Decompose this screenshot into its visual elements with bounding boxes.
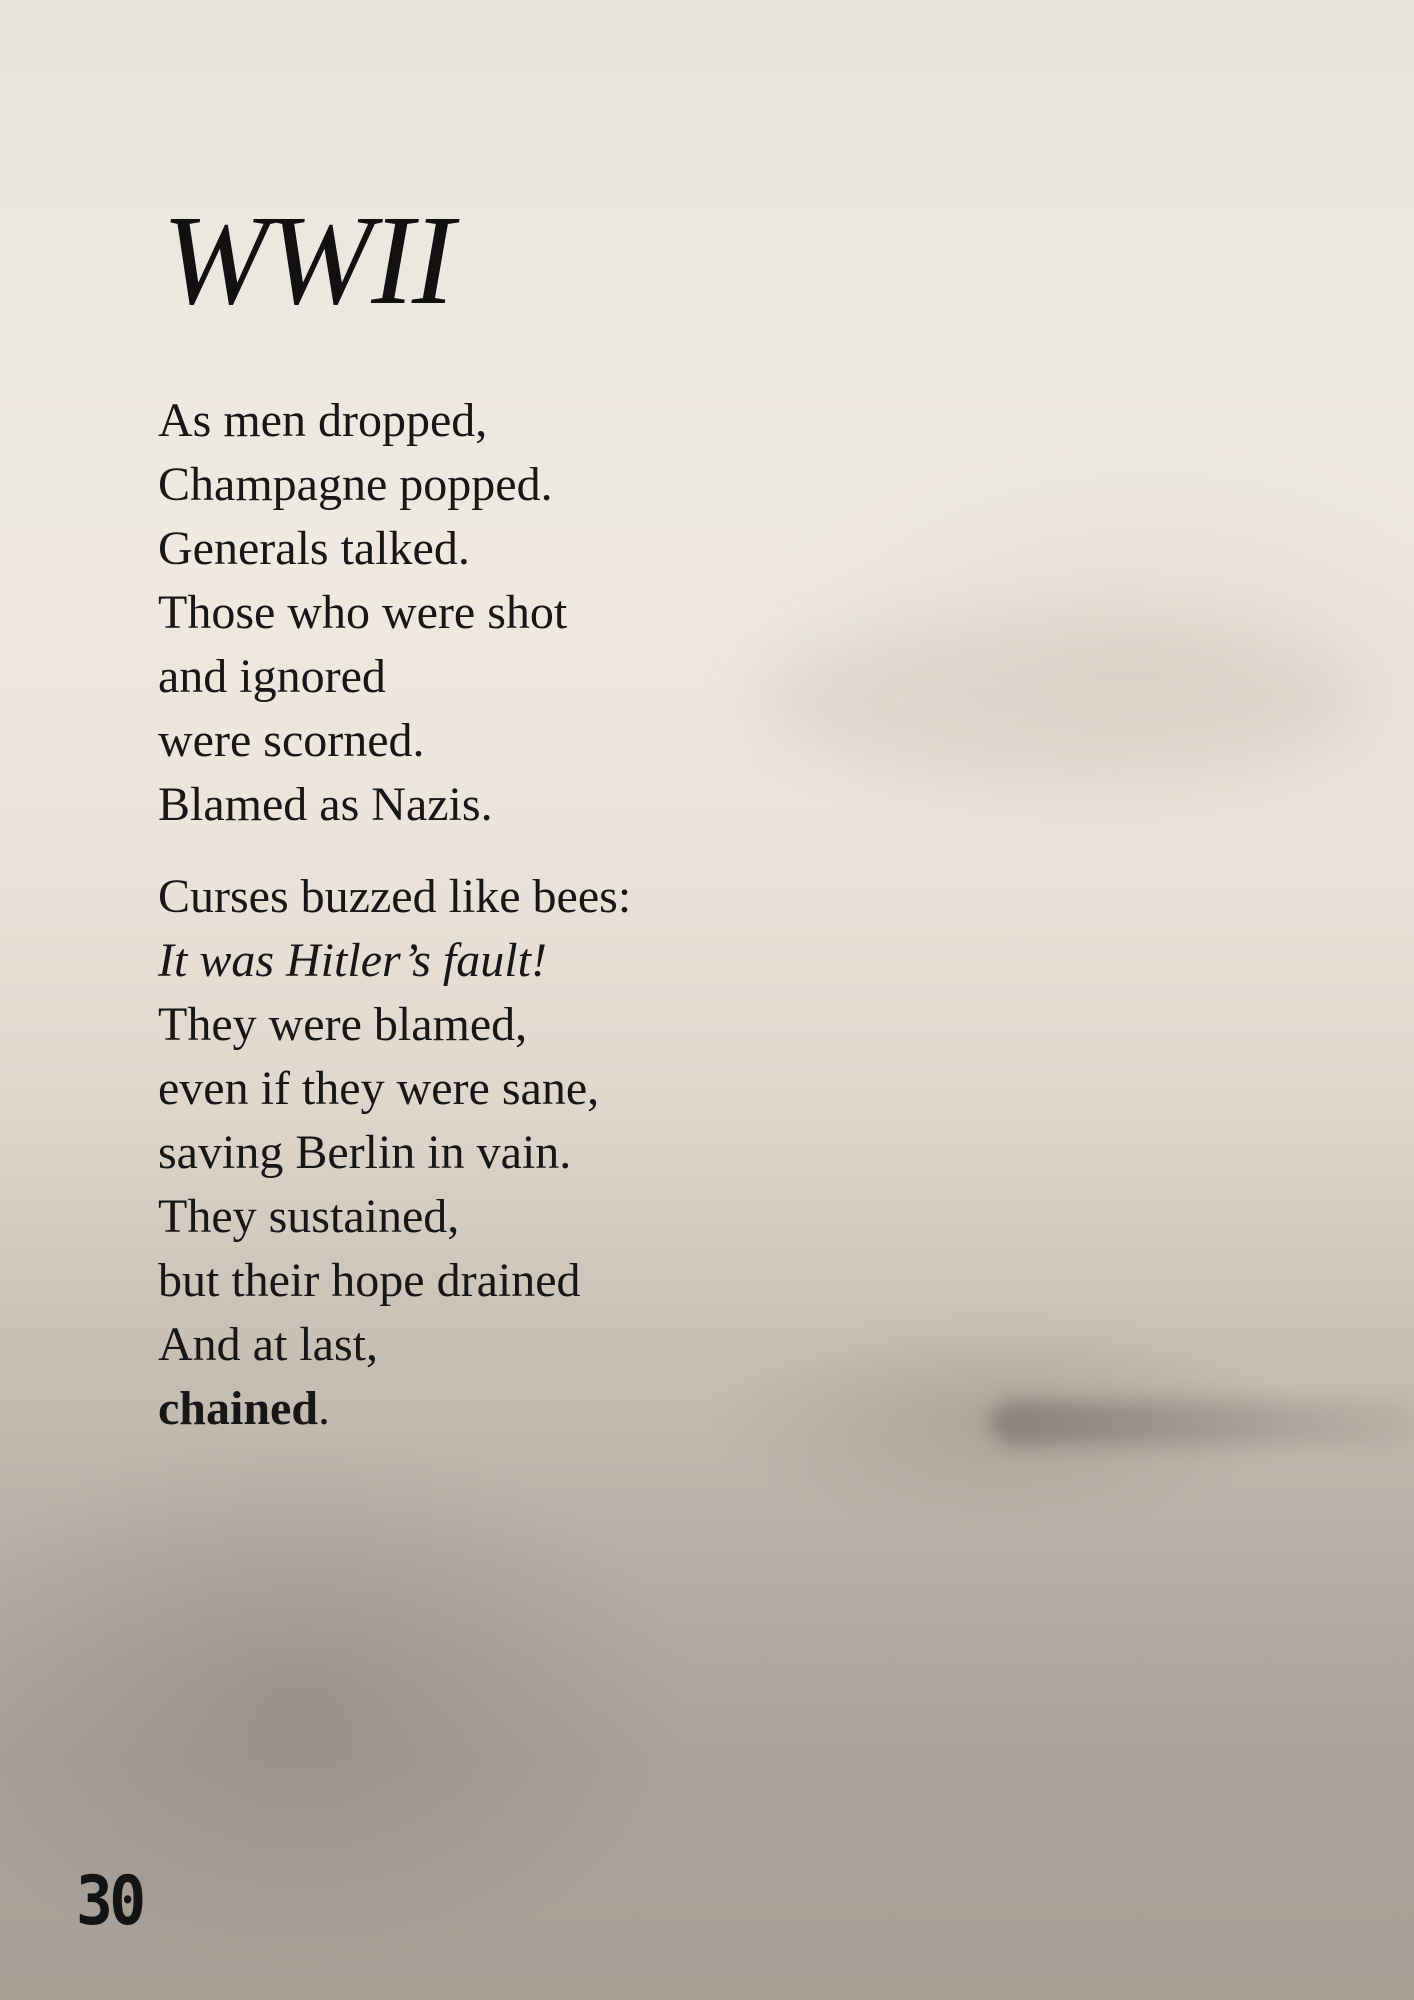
background-smoke-band: [990, 1400, 1414, 1446]
poem-line: Generals talked.: [158, 522, 470, 575]
poem-line: As men dropped,: [158, 394, 488, 447]
poem-line-italic: It was Hitler’s fault!: [158, 934, 547, 987]
poem-line: They sustained,: [158, 1190, 460, 1243]
poem-final-punctuation: .: [318, 1382, 331, 1435]
poem-final-word: chained: [158, 1382, 319, 1435]
poem-line: Champagne popped.: [158, 458, 553, 511]
poem-line: and ignored: [158, 650, 386, 703]
poem-line: And at last,: [158, 1318, 378, 1371]
poem-line: but their hope drained: [158, 1254, 581, 1307]
poem-line: saving Berlin in vain.: [158, 1126, 572, 1179]
poem-line: They were blamed,: [158, 998, 528, 1051]
stanza-1: [158, 389, 858, 837]
poem-final-line: [158, 1377, 858, 1441]
poem-line: Blamed as Nazis.: [158, 778, 493, 831]
poem-line: even if they were sane,: [158, 1062, 600, 1115]
poem-line: Those who were shot: [158, 586, 568, 639]
poem-body: [158, 389, 858, 1441]
poem-line: Curses buzzed like bees:: [158, 870, 632, 923]
page-number: 30: [76, 1862, 143, 1941]
poem-title: WWII: [162, 189, 453, 331]
stanza-2: [158, 865, 858, 1441]
poem-line: were scorned.: [158, 714, 425, 767]
